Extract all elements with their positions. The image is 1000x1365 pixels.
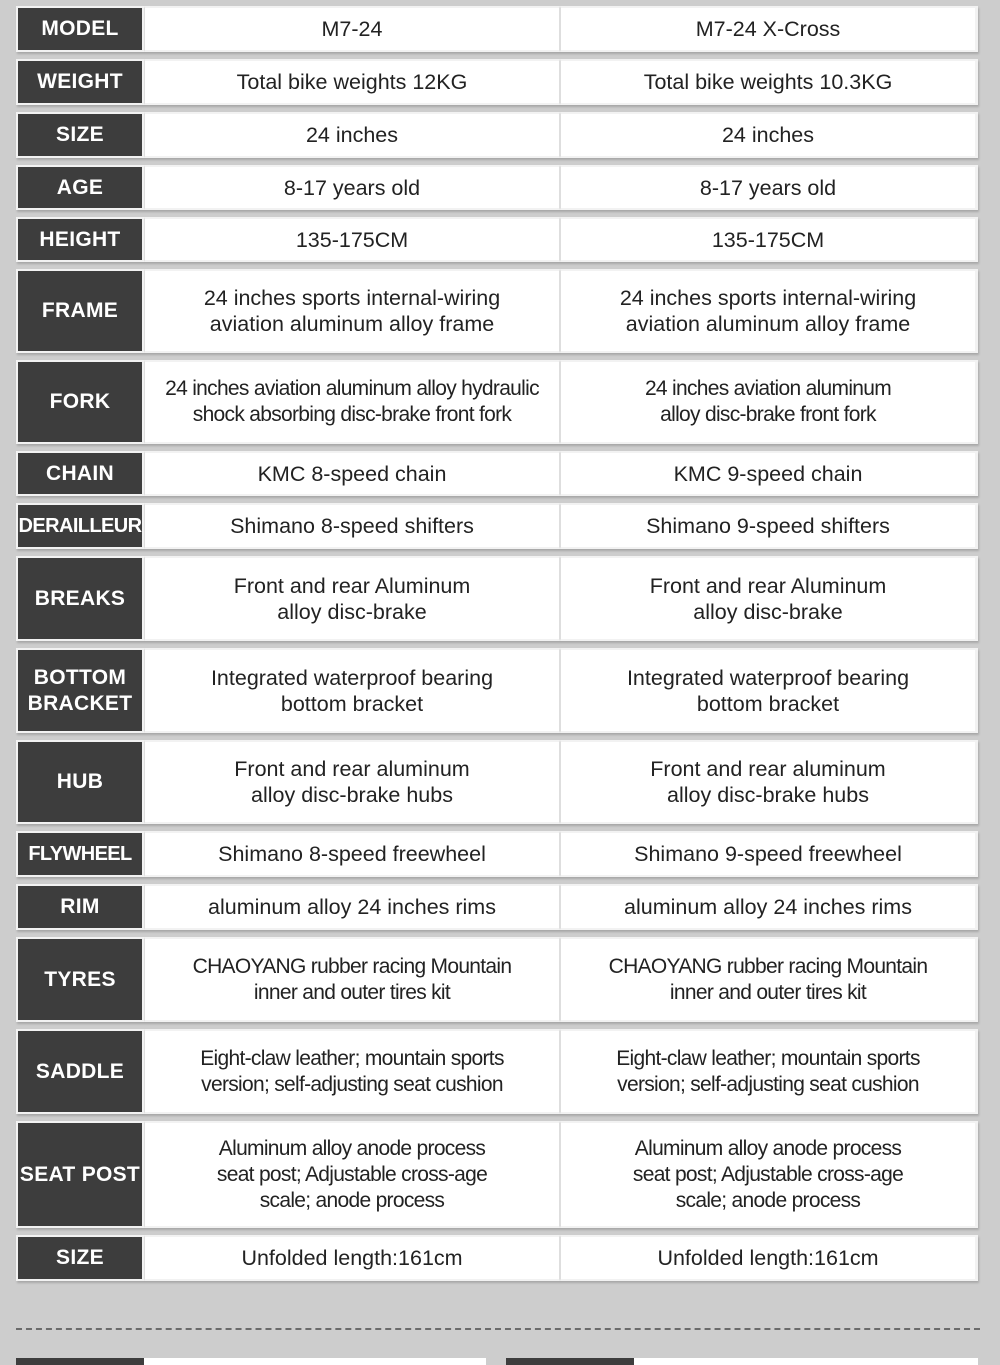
next-table-edge-right (506, 1358, 978, 1365)
spec-row-hub (16, 740, 978, 824)
row-label: RIM (16, 884, 144, 930)
m7-24-value: 8-17 years old (144, 165, 560, 210)
spec-row-weight (16, 59, 978, 105)
row-label: BREAKS (16, 556, 144, 641)
spec-row-frame (16, 269, 978, 353)
m7-24-value: Eight-claw leather; mountain sports version; self-adjusting seat cushion (144, 1029, 560, 1114)
m7-24-value: CHAOYANG rubber racing Mountain inner and outer tires kit (144, 937, 560, 1022)
m7-24-value: Front and rear Aluminum alloy disc-brake (144, 556, 560, 641)
m7-24-value: 24 inches sports internal-wiring aviation aluminum alloy frame (144, 269, 560, 353)
spec-row-seat-post (16, 1121, 978, 1228)
m7-24-value: Aluminum alloy anode process seat post; Adjustable cross-age scale; anode process (144, 1121, 560, 1228)
m7-24-x-cross-value: Shimano 9-speed freewheel (560, 831, 978, 877)
row-label: HUB (16, 740, 144, 824)
row-label: SEAT POST (16, 1121, 144, 1228)
m7-24-value: KMC 8-speed chain (144, 451, 560, 496)
row-label: FRAME (16, 269, 144, 353)
row-label: HEIGHT (16, 217, 144, 262)
row-label: TYRES (16, 937, 144, 1022)
spec-row-age (16, 165, 978, 210)
m7-24-x-cross-value: M7-24 X-Cross (560, 6, 978, 52)
m7-24-x-cross-value: Eight-claw leather; mountain sports version; self-adjusting seat cushion (560, 1029, 978, 1114)
m7-24-value: M7-24 (144, 6, 560, 52)
row-label: SIZE (16, 112, 144, 158)
spec-row-model (16, 6, 978, 52)
spec-row-derailleur (16, 503, 978, 549)
m7-24-value: 135-175CM (144, 217, 560, 262)
row-label: BOTTOM BRACKET (16, 648, 144, 733)
row-label: MODEL (16, 6, 144, 52)
spec-row-fork (16, 360, 978, 444)
spec-row-height (16, 217, 978, 262)
row-label: CHAIN (16, 451, 144, 496)
next-table-label-edge (16, 1358, 144, 1365)
row-label: AGE (16, 165, 144, 210)
m7-24-x-cross-value: Front and rear aluminum alloy disc-brake hubs (560, 740, 978, 824)
next-table-label-edge (506, 1358, 634, 1365)
row-label: WEIGHT (16, 59, 144, 105)
spec-row-rim (16, 884, 978, 930)
spec-row-saddle (16, 1029, 978, 1114)
m7-24-value: Shimano 8-speed shifters (144, 503, 560, 549)
m7-24-x-cross-value: Shimano 9-speed shifters (560, 503, 978, 549)
m7-24-value: Integrated waterproof bearing bottom bracket (144, 648, 560, 733)
row-label: SADDLE (16, 1029, 144, 1114)
m7-24-x-cross-value: CHAOYANG rubber racing Mountain inner and outer tires kit (560, 937, 978, 1022)
m7-24-x-cross-value: 135-175CM (560, 217, 978, 262)
m7-24-x-cross-value: KMC 9-speed chain (560, 451, 978, 496)
m7-24-value: 24 inches (144, 112, 560, 158)
row-label: FLYWHEEL (16, 831, 144, 877)
spec-table (16, 6, 978, 1288)
spec-row-flywheel (16, 831, 978, 877)
m7-24-x-cross-value: 24 inches (560, 112, 978, 158)
m7-24-value: Total bike weights 12KG (144, 59, 560, 105)
dashed-divider (16, 1328, 980, 1330)
m7-24-value: aluminum alloy 24 inches rims (144, 884, 560, 930)
spec-row-bottom-bracket (16, 648, 978, 733)
spec-row-unfolded-size (16, 1235, 978, 1281)
m7-24-x-cross-value: 24 inches aviation aluminum alloy disc-brake front fork (560, 360, 978, 444)
spec-row-chain (16, 451, 978, 496)
spec-row-breaks (16, 556, 978, 641)
m7-24-x-cross-value: Aluminum alloy anode process seat post; Adjustable cross-age scale; anode process (560, 1121, 978, 1228)
m7-24-x-cross-value: Unfolded length:161cm (560, 1235, 978, 1281)
m7-24-x-cross-value: Front and rear Aluminum alloy disc-brake (560, 556, 978, 641)
spec-row-size (16, 112, 978, 158)
row-label: DERAILLEUR (16, 503, 144, 549)
next-table-edge-left (16, 1358, 486, 1365)
m7-24-value: Front and rear aluminum alloy disc-brake hubs (144, 740, 560, 824)
m7-24-x-cross-value: aluminum alloy 24 inches rims (560, 884, 978, 930)
m7-24-value: Unfolded length:161cm (144, 1235, 560, 1281)
row-label: FORK (16, 360, 144, 444)
m7-24-x-cross-value: Integrated waterproof bearing bottom bracket (560, 648, 978, 733)
m7-24-value: 24 inches aviation aluminum alloy hydraulic shock absorbing disc-brake front fork (144, 360, 560, 444)
spec-row-tyres (16, 937, 978, 1022)
m7-24-value: Shimano 8-speed freewheel (144, 831, 560, 877)
m7-24-x-cross-value: 24 inches sports internal-wiring aviation aluminum alloy frame (560, 269, 978, 353)
m7-24-x-cross-value: Total bike weights 10.3KG (560, 59, 978, 105)
row-label: SIZE (16, 1235, 144, 1281)
m7-24-x-cross-value: 8-17 years old (560, 165, 978, 210)
